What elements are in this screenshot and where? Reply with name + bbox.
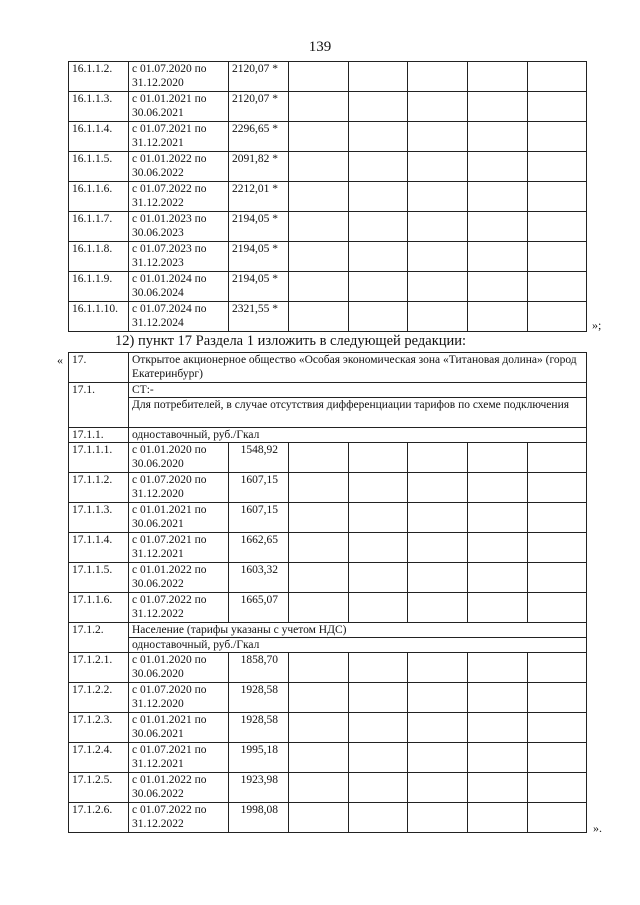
tariff-value: 1998,08 xyxy=(229,803,289,833)
table-row xyxy=(69,593,587,623)
period-cell: с 01.07.2021 по 31.12.2021 xyxy=(129,122,229,152)
table-row xyxy=(69,62,587,92)
table-row xyxy=(69,638,587,653)
empty-cell xyxy=(528,62,587,92)
row-number: 17.1.2.1. xyxy=(69,653,129,683)
table-row xyxy=(69,428,587,443)
tariff-table-17 xyxy=(68,352,587,833)
empty-cell xyxy=(408,62,468,92)
empty-cell xyxy=(528,683,587,713)
empty-cell xyxy=(289,443,349,473)
empty-cell xyxy=(349,563,408,593)
empty-cell xyxy=(289,713,349,743)
empty-cell xyxy=(349,182,408,212)
empty-cell xyxy=(408,302,468,332)
tariff-value: 2212,01 * xyxy=(229,182,289,212)
empty-cell xyxy=(468,443,528,473)
period-cell: с 01.07.2022 по 31.12.2022 xyxy=(129,803,229,833)
table-row xyxy=(69,302,587,332)
table-row xyxy=(69,92,587,122)
population-heading: Население (тарифы указаны с учетом НДС) xyxy=(129,623,587,638)
empty-cell xyxy=(528,473,587,503)
empty-cell xyxy=(468,713,528,743)
row-number: 17.1.2.5. xyxy=(69,773,129,803)
period-cell: с 01.07.2020 по 31.12.2020 xyxy=(129,683,229,713)
row-number: 16.1.1.4. xyxy=(69,122,129,152)
table-row xyxy=(69,473,587,503)
empty-cell xyxy=(289,212,349,242)
empty-cell xyxy=(289,272,349,302)
empty-cell xyxy=(528,122,587,152)
empty-cell xyxy=(289,92,349,122)
table-row xyxy=(69,533,587,563)
empty-cell xyxy=(528,182,587,212)
empty-cell xyxy=(468,593,528,623)
tariff-value: 1928,58 xyxy=(229,713,289,743)
tariff-value: 2321,55 * xyxy=(229,302,289,332)
table-row xyxy=(69,653,587,683)
period-cell: с 01.07.2020 по 31.12.2020 xyxy=(129,473,229,503)
row-number: 17.1.1.6. xyxy=(69,593,129,623)
empty-cell xyxy=(349,443,408,473)
table-row xyxy=(69,398,587,428)
tariff-value: 2296,65 * xyxy=(229,122,289,152)
empty-cell xyxy=(289,473,349,503)
empty-cell xyxy=(349,62,408,92)
period-cell: с 01.07.2023 по 31.12.2023 xyxy=(129,242,229,272)
empty-cell xyxy=(408,713,468,743)
empty-cell xyxy=(408,533,468,563)
empty-cell xyxy=(349,122,408,152)
row-number: 17.1.2.3. xyxy=(69,713,129,743)
page-number: 139 xyxy=(308,39,332,55)
row-number: 17.1.1.1. xyxy=(69,443,129,473)
row-number: 17.1.1.3. xyxy=(69,503,129,533)
empty-cell xyxy=(528,443,587,473)
tariff-value: 2194,05 * xyxy=(229,272,289,302)
table-row xyxy=(69,503,587,533)
table-row xyxy=(69,182,587,212)
tariff-value: 1665,07 xyxy=(229,593,289,623)
empty-cell xyxy=(349,533,408,563)
empty-cell xyxy=(528,302,587,332)
empty-cell xyxy=(468,743,528,773)
row-number: 17.1.1.5. xyxy=(69,563,129,593)
empty-cell xyxy=(468,212,528,242)
empty-cell xyxy=(468,803,528,833)
row-number: 16.1.1.7. xyxy=(69,212,129,242)
empty-cell xyxy=(349,803,408,833)
empty-cell xyxy=(289,122,349,152)
empty-cell xyxy=(289,563,349,593)
table-row xyxy=(69,152,587,182)
empty-cell xyxy=(349,272,408,302)
empty-cell xyxy=(408,212,468,242)
row-number: 17.1. xyxy=(69,383,129,428)
empty-cell xyxy=(408,683,468,713)
empty-cell xyxy=(528,653,587,683)
empty-cell xyxy=(468,503,528,533)
tariff-value: 1548,92 xyxy=(229,443,289,473)
tariff-value: 1603,32 xyxy=(229,563,289,593)
period-cell: с 01.07.2024 по 31.12.2024 xyxy=(129,302,229,332)
table-row xyxy=(69,623,587,638)
period-cell: с 01.01.2024 по 30.06.2024 xyxy=(129,272,229,302)
empty-cell xyxy=(528,773,587,803)
empty-cell xyxy=(349,302,408,332)
table-row xyxy=(69,212,587,242)
empty-cell xyxy=(349,473,408,503)
table-row xyxy=(69,353,587,383)
tariff-value: 1928,58 xyxy=(229,683,289,713)
empty-cell xyxy=(408,443,468,473)
table1-body xyxy=(69,62,587,332)
tariff-value: 2120,07 * xyxy=(229,92,289,122)
empty-cell xyxy=(408,773,468,803)
row-number: 17.1.1. xyxy=(69,428,129,443)
table-row xyxy=(69,443,587,473)
tariff-value: 1662,65 xyxy=(229,533,289,563)
row-number: 16.1.1.8. xyxy=(69,242,129,272)
empty-cell xyxy=(528,272,587,302)
empty-cell xyxy=(468,773,528,803)
tariff-value: 1607,15 xyxy=(229,473,289,503)
row-number: 16.1.1.6. xyxy=(69,182,129,212)
empty-cell xyxy=(468,152,528,182)
empty-cell xyxy=(468,272,528,302)
empty-cell xyxy=(528,713,587,743)
empty-cell xyxy=(408,563,468,593)
empty-cell xyxy=(528,503,587,533)
closing-quote-table2: ». xyxy=(593,821,602,835)
empty-cell xyxy=(349,713,408,743)
empty-cell xyxy=(468,92,528,122)
table-row xyxy=(69,713,587,743)
empty-cell xyxy=(408,92,468,122)
tariff-table-16 xyxy=(68,61,587,332)
empty-cell xyxy=(528,533,587,563)
empty-cell xyxy=(289,533,349,563)
empty-cell xyxy=(349,653,408,683)
empty-cell xyxy=(408,473,468,503)
empty-cell xyxy=(528,212,587,242)
row-number: 16.1.1.10. xyxy=(69,302,129,332)
table-row xyxy=(69,683,587,713)
empty-cell xyxy=(349,503,408,533)
period-cell: с 01.01.2021 по 30.06.2021 xyxy=(129,713,229,743)
period-cell: с 01.07.2021 по 31.12.2021 xyxy=(129,743,229,773)
organization-name: Открытое акционерное общество «Особая экономическая зона «Титановая долина» (город Екатеринбург) xyxy=(129,353,587,383)
empty-cell xyxy=(408,743,468,773)
empty-cell xyxy=(468,473,528,503)
consumers-note: Для потребителей, в случае отсутствия дифференциации тарифов по схеме подключения xyxy=(129,398,587,428)
period-cell: с 01.07.2022 по 31.12.2022 xyxy=(129,593,229,623)
period-cell: с 01.01.2023 по 30.06.2023 xyxy=(129,212,229,242)
tariff-value: 1995,18 xyxy=(229,743,289,773)
empty-cell xyxy=(349,683,408,713)
empty-cell xyxy=(468,182,528,212)
empty-cell xyxy=(349,212,408,242)
empty-cell xyxy=(468,302,528,332)
period-cell: с 01.01.2021 по 30.06.2021 xyxy=(129,92,229,122)
empty-cell xyxy=(349,773,408,803)
tariff-value: 1607,15 xyxy=(229,503,289,533)
row-number: 17.1.1.2. xyxy=(69,473,129,503)
table-row xyxy=(69,272,587,302)
empty-cell xyxy=(349,92,408,122)
empty-cell xyxy=(289,503,349,533)
tariff-value: 1923,98 xyxy=(229,773,289,803)
row-number: 16.1.1.9. xyxy=(69,272,129,302)
tariff-value: 2091,82 * xyxy=(229,152,289,182)
empty-cell xyxy=(289,683,349,713)
table-row xyxy=(69,773,587,803)
empty-cell xyxy=(408,272,468,302)
row-number: 17.1.1.4. xyxy=(69,533,129,563)
empty-cell xyxy=(289,152,349,182)
empty-cell xyxy=(528,152,587,182)
table2-group1-body xyxy=(69,443,587,623)
period-cell: с 01.01.2022 по 30.06.2022 xyxy=(129,563,229,593)
row-number: 17.1.2. xyxy=(69,623,129,653)
empty-cell xyxy=(408,242,468,272)
period-cell: с 01.07.2020 по 31.12.2020 xyxy=(129,62,229,92)
empty-cell xyxy=(468,62,528,92)
empty-cell xyxy=(408,593,468,623)
empty-cell xyxy=(289,653,349,683)
tariff-value: 2194,05 * xyxy=(229,242,289,272)
row-number: 16.1.1.2. xyxy=(69,62,129,92)
table2-group2-body xyxy=(69,653,587,833)
row-number: 17.1.2.6. xyxy=(69,803,129,833)
table-row xyxy=(69,383,587,398)
empty-cell xyxy=(528,92,587,122)
empty-cell xyxy=(289,62,349,92)
rate-type: одноставочный, руб./Гкал xyxy=(129,428,587,443)
empty-cell xyxy=(408,503,468,533)
table-row xyxy=(69,122,587,152)
period-cell: с 01.07.2022 по 31.12.2022 xyxy=(129,182,229,212)
empty-cell xyxy=(468,242,528,272)
table-row xyxy=(69,242,587,272)
table-row xyxy=(69,563,587,593)
empty-cell xyxy=(289,302,349,332)
row-number: 17. xyxy=(69,353,129,383)
empty-cell xyxy=(408,653,468,683)
empty-cell xyxy=(528,803,587,833)
closing-quote-table1: »; xyxy=(592,318,602,332)
empty-cell xyxy=(408,152,468,182)
row-number: 17.1.2.4. xyxy=(69,743,129,773)
empty-cell xyxy=(408,803,468,833)
empty-cell xyxy=(289,593,349,623)
empty-cell xyxy=(528,563,587,593)
period-cell: с 01.01.2022 по 30.06.2022 xyxy=(129,773,229,803)
empty-cell xyxy=(528,743,587,773)
empty-cell xyxy=(289,803,349,833)
empty-cell xyxy=(289,773,349,803)
empty-cell xyxy=(349,152,408,182)
tariff-value: 2194,05 * xyxy=(229,212,289,242)
instruction-text: 12) пункт 17 Раздела 1 изложить в следующей редакции: xyxy=(115,333,467,349)
empty-cell xyxy=(468,533,528,563)
empty-cell xyxy=(408,182,468,212)
empty-cell xyxy=(528,242,587,272)
empty-cell xyxy=(468,563,528,593)
section-heading: СТ:- xyxy=(129,383,587,398)
empty-cell xyxy=(528,593,587,623)
empty-cell xyxy=(349,593,408,623)
rate-type: одноставочный, руб./Гкал xyxy=(129,638,587,653)
period-cell: с 01.01.2021 по 30.06.2021 xyxy=(129,503,229,533)
empty-cell xyxy=(289,182,349,212)
empty-cell xyxy=(468,122,528,152)
opening-quote: « xyxy=(57,353,63,367)
empty-cell xyxy=(349,743,408,773)
period-cell: с 01.01.2020 по 30.06.2020 xyxy=(129,443,229,473)
period-cell: с 01.01.2022 по 30.06.2022 xyxy=(129,152,229,182)
tariff-value: 1858,70 xyxy=(229,653,289,683)
table-row xyxy=(69,803,587,833)
period-cell: с 01.07.2021 по 31.12.2021 xyxy=(129,533,229,563)
row-number: 17.1.2.2. xyxy=(69,683,129,713)
tariff-value: 2120,07 * xyxy=(229,62,289,92)
empty-cell xyxy=(289,242,349,272)
period-cell: с 01.01.2020 по 30.06.2020 xyxy=(129,653,229,683)
empty-cell xyxy=(349,242,408,272)
empty-cell xyxy=(408,122,468,152)
table-row xyxy=(69,743,587,773)
empty-cell xyxy=(468,653,528,683)
empty-cell xyxy=(468,683,528,713)
row-number: 16.1.1.5. xyxy=(69,152,129,182)
empty-cell xyxy=(289,743,349,773)
row-number: 16.1.1.3. xyxy=(69,92,129,122)
